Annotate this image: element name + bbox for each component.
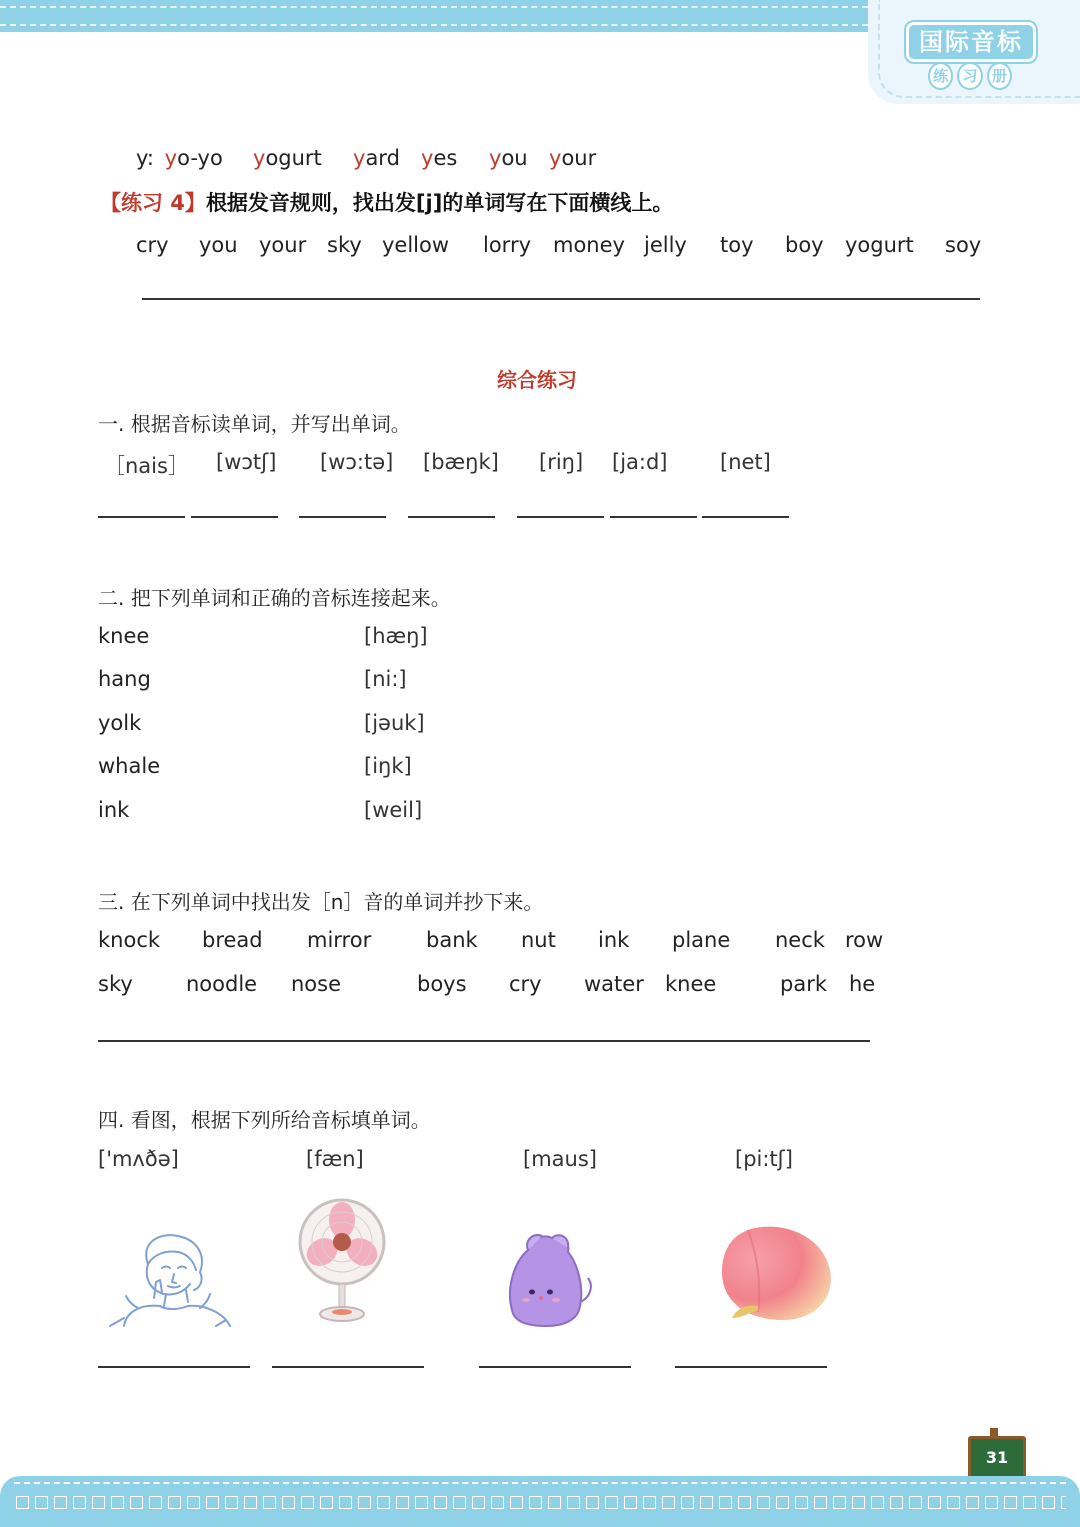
ipa-item: [pi:tʃ] [735,1147,793,1171]
decor-square [244,1496,257,1509]
decor-square [966,1496,979,1509]
decor-square [510,1496,523,1509]
word: row [845,928,884,952]
ipa-item: [wɔ:tə] [320,450,394,474]
ipa-item: [maus] [523,1147,597,1171]
ipa-item: ［nais］ [104,454,189,478]
decor-square [149,1496,162,1509]
decor-square [947,1496,960,1509]
decor-square [700,1496,713,1509]
match-word[interactable]: whale [98,754,161,778]
word: plane [672,928,731,952]
answer-blank[interactable] [272,1366,424,1368]
logo-sub-char: 习 [957,62,982,90]
match-ipa[interactable]: [weil] [364,798,423,822]
ipa-item: [riŋ] [539,450,584,474]
word: water [584,972,644,996]
word: your [259,233,307,257]
part-3-question: 三. 在下列单词中找出发［n］音的单词并抄下来。 [98,890,544,914]
exercise-4-heading [100,187,673,217]
peach-picture [718,1222,834,1322]
book-logo-subtitle [928,62,1012,90]
decor-square [453,1496,466,1509]
word: soy [945,233,982,257]
answer-blank[interactable] [610,516,697,518]
decor-square [871,1496,884,1509]
match-ipa[interactable]: [hæŋ] [364,624,428,648]
match-word[interactable]: yolk [98,711,142,735]
decor-square [415,1496,428,1509]
word: neck [775,928,825,952]
match-word[interactable]: hang [98,667,151,691]
decor-square [187,1496,200,1509]
decor-square [719,1496,732,1509]
decor-square [472,1496,485,1509]
word: jelly [644,233,687,257]
decor-square [852,1496,865,1509]
decor-square [909,1496,922,1509]
book-logo-title: 国际音标 [906,22,1036,62]
y-word: your [549,146,597,170]
answer-blank[interactable] [675,1366,827,1368]
word: bread [202,928,263,952]
decor-square [282,1496,295,1509]
match-ipa[interactable]: [jəuk] [364,711,425,735]
decor-square [605,1496,618,1509]
word: cry [136,233,169,257]
decor-square [54,1496,67,1509]
answer-blank[interactable] [191,516,278,518]
logo-sub-char: 册 [987,62,1012,90]
decor-square [225,1496,238,1509]
exercise-4-instruction: 根据发音规则，找出发[j]的单词写在下面横线上。 [205,191,674,215]
decor-square [320,1496,333,1509]
decor-square [339,1496,352,1509]
decor-square [567,1496,580,1509]
decor-square [434,1496,447,1509]
answer-blank[interactable] [98,516,185,518]
ipa-item: [fæn] [306,1147,364,1171]
decor-square [776,1496,789,1509]
part-1-question: 一. 根据音标读单词，并写出单词。 [98,412,411,436]
word: knee [665,972,717,996]
section-title: 综合练习 [497,368,577,392]
answer-line[interactable] [142,298,980,300]
decor-square [890,1496,903,1509]
word: nut [521,928,556,952]
word: yogurt [845,233,914,257]
decor-square [928,1496,941,1509]
word: yellow [382,233,450,257]
decor-square [92,1496,105,1509]
word: cry [509,972,542,996]
ipa-item: [net] [720,450,771,474]
word: knock [98,928,161,952]
word: toy [720,233,754,257]
word: noodle [186,972,258,996]
match-ipa[interactable]: [ni:] [364,667,407,691]
decor-square [168,1496,181,1509]
word: money [553,233,625,257]
word: nose [291,972,342,996]
word: bank [426,928,478,952]
decor-square [263,1496,276,1509]
decor-square [396,1496,409,1509]
part-2-question: 二. 把下列单词和正确的音标连接起来。 [98,586,451,610]
word: lorry [483,233,532,257]
decor-square [35,1496,48,1509]
decor-square [681,1496,694,1509]
decor-square [73,1496,86,1509]
word: mirror [307,928,372,952]
decor-square [1023,1496,1036,1509]
mouse-picture [506,1232,598,1330]
decor-square [206,1496,219,1509]
mother-drawing [104,1228,236,1328]
word: sky [327,233,362,257]
decor-square [377,1496,390,1509]
exercise-4-label: 【练习 4】 [100,191,206,215]
decor-square [1042,1496,1055,1509]
bottom-square-pattern [16,1496,1066,1510]
y-word: yo-yo [164,146,223,170]
decor-square [833,1496,846,1509]
y-word: yard [353,146,400,170]
word: you [199,233,238,257]
answer-blank[interactable] [479,1366,631,1368]
y-words-line [136,146,223,170]
answer-blank[interactable] [517,516,604,518]
ipa-item: [bæŋk] [423,450,499,474]
word: park [780,972,827,996]
decor-square [757,1496,770,1509]
match-word[interactable]: ink [98,798,130,822]
decor-square [1061,1496,1066,1509]
answer-blank[interactable] [98,1366,250,1368]
decor-square [985,1496,998,1509]
y-prefix: y: [136,146,154,170]
word: boy [785,233,824,257]
y-word: you [489,146,528,170]
ipa-item: [ja:d] [612,450,668,474]
decor-square [16,1496,29,1509]
logo-sub-char: 练 [928,62,953,90]
match-ipa[interactable]: [iŋk] [364,754,412,778]
answer-blank[interactable] [299,516,386,518]
word: he [849,972,876,996]
fan-picture [298,1196,388,1328]
decor-square [491,1496,504,1509]
part-4-question: 四. 看图，根据下列所给音标填单词。 [98,1108,431,1132]
decor-square [586,1496,599,1509]
page-number: 31 [968,1436,1026,1480]
ipa-item: [wɔtʃ] [216,450,277,474]
word: sky [98,972,133,996]
ipa-item: ['mʌðə] [98,1147,179,1171]
decor-square [548,1496,561,1509]
decor-square [130,1496,143,1509]
decor-square [624,1496,637,1509]
top-banner [0,0,868,32]
decor-square [643,1496,656,1509]
match-word[interactable]: knee [98,624,150,648]
y-word: yes [421,146,458,170]
decor-square [814,1496,827,1509]
decor-square [1004,1496,1017,1509]
decor-square [111,1496,124,1509]
decor-square [738,1496,751,1509]
word: ink [598,928,630,952]
decor-square [795,1496,808,1509]
decor-square [358,1496,371,1509]
decor-square [529,1496,542,1509]
word: boys [417,972,467,996]
decor-square [301,1496,314,1509]
answer-blank[interactable] [702,516,789,518]
decor-square [662,1496,675,1509]
y-word: yogurt [253,146,322,170]
answer-blank[interactable] [408,516,495,518]
answer-line[interactable] [98,1040,870,1042]
